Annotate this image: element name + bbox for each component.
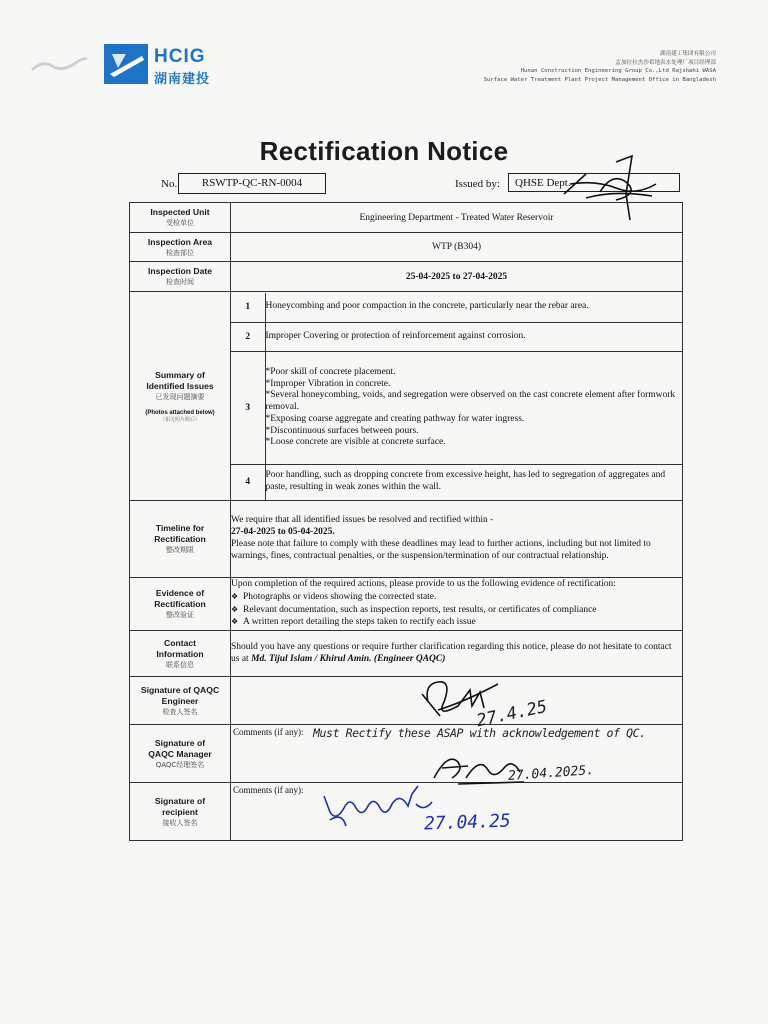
- evidence-item: [231, 591, 682, 604]
- label-en: Evidence of: [155, 588, 205, 598]
- issue-text: Honeycombing and poor compaction in the concrete, particularly near the rebar area.: [265, 293, 682, 323]
- label-cn: 检查人签名: [162, 707, 198, 716]
- issue-number: 2: [231, 323, 265, 352]
- issue-number: 1: [231, 293, 265, 323]
- summary-label: [130, 292, 231, 501]
- evidence-item: [231, 604, 682, 617]
- notice-table: [129, 202, 683, 841]
- issue-text: Improper Covering or protection of reinforcement against corrosion.: [265, 323, 682, 352]
- label-en: Identified Issues: [146, 380, 214, 391]
- issue-line: *Exposing coarse aggregate and creating pathway for water ingress.: [265, 413, 525, 424]
- label-cn: 检查部位: [166, 248, 194, 257]
- issue-row: [231, 352, 682, 465]
- evidence-intro: Upon completion of the required actions, please provide to us the following evidence of rectification:: [231, 578, 616, 589]
- label-en: Contact: [164, 637, 196, 648]
- label-cn: 受检单位: [166, 219, 194, 227]
- contact-label: [130, 631, 231, 677]
- timeline-label: [130, 501, 231, 578]
- label-en: Engineer: [161, 695, 199, 706]
- evidence-text: [231, 578, 683, 631]
- issues-cell: [231, 292, 683, 501]
- label-en: Signature of: [154, 737, 206, 748]
- company-line: Hunan Construction Engineering Group Co.,Ltd Rajshahi WASA: [520, 68, 716, 75]
- label-en: Rectification: [154, 534, 206, 544]
- bullet-diamond-icon: ❖: [231, 617, 239, 627]
- document-title: Rectification Notice: [259, 136, 509, 166]
- issue-line: *Poor skill of concrete placement.: [265, 366, 396, 377]
- inspection-date-label: [130, 262, 231, 292]
- photos-note-cn: （相关照片附后）: [159, 416, 200, 423]
- label-en: Inspection Area: [147, 236, 213, 247]
- inspection-date-value: 25-04-2025 to 27-04-2025: [231, 262, 683, 292]
- paper-scuff-mark: [30, 56, 88, 76]
- issue-line: *Improper Vibration in concrete.: [265, 378, 391, 389]
- label-en: Timeline for: [155, 523, 205, 533]
- issues-table: [231, 293, 682, 500]
- engineer-signature-date: 27.4.25: [474, 696, 549, 732]
- contact-names: Md. Tijul Islam / Khirul Amin. (Engineer QAQC): [251, 653, 446, 664]
- label-en: QAQC Manager: [148, 748, 212, 759]
- bullet-diamond-icon: ❖: [231, 604, 239, 614]
- manager-comment-handwritten: Must Rectify these ASAP with acknowledgement of QC.: [313, 726, 646, 740]
- label-cn: 已发现问题摘要: [155, 392, 205, 401]
- photos-note: (Photos attached below): [145, 409, 215, 416]
- evidence-item-text: A written report detailing the steps taken to rectify each issue: [243, 617, 476, 628]
- evidence-item-text: Photographs or videos showing the corrected state.: [243, 591, 437, 602]
- label-en: Inspection Date: [148, 266, 212, 276]
- issued-by-field: QHSE Dept.: [508, 173, 680, 192]
- label-en: Signature of QAQC: [140, 684, 220, 695]
- issue-line: *Loose concrete are visible at concrete surface.: [265, 437, 446, 448]
- company-line: Surface Water Treatment Plant Project Management Office in Bangladesh: [483, 76, 716, 83]
- logo-cn-text: 湖南建投: [154, 72, 211, 87]
- timeline-line: We require that all identified issues be resolved and rectified within -: [231, 515, 494, 526]
- notice-number-label: No.: [161, 178, 178, 190]
- contact-text: [231, 631, 683, 677]
- engineer-signature-label: [130, 677, 231, 725]
- label-cn: 检查时间: [166, 278, 194, 286]
- label-cn: QAQC经理签名: [155, 760, 205, 769]
- timeline-warning: Please note that failure to comply with these deadlines may lead to further actions, including but not limited to warnings, fines, contractual penalties, or the suspension/termination of our contractual relationship.: [231, 539, 651, 561]
- issue-text: [265, 352, 682, 465]
- timeline-deadline: 27-04-2025 to 05-04-2025.: [231, 527, 335, 538]
- recipient-signature-date: 27.04.25: [423, 810, 512, 835]
- company-line: 孟加拉拉杰沙希地表水处理厂项目经理部: [615, 59, 716, 66]
- company-logo: [104, 44, 224, 86]
- contact-sentence: Should you have any questions or require further clarification regarding this notice, please do not hesitate to contact us at: [231, 641, 672, 664]
- company-line: 湖南建工集团有限公司: [660, 51, 716, 57]
- label-cn: 整改验证: [166, 611, 194, 619]
- issue-line: *Several honeycombing, voids, and segregation were observed on the cast concrete element after formwork removal.: [265, 390, 676, 413]
- label-en: Summary of: [155, 369, 205, 380]
- issued-by-label: Issued by:: [455, 178, 500, 190]
- issue-text: Poor handling, such as dropping concrete from excessive height, has led to segregation of aggregates and paste, resulting in weak zones within the wall.: [265, 470, 666, 493]
- issue-row: [231, 465, 682, 500]
- notice-number-field: RSWTP-QC-RN-0004: [178, 173, 326, 194]
- inspection-area-label: [130, 233, 231, 262]
- label-en: Inspected Unit: [150, 207, 210, 217]
- comments-label: Comments (if any):: [233, 785, 304, 795]
- recipient-signature-label: [130, 783, 231, 841]
- logo-text: HCIG: [154, 46, 206, 67]
- inspection-area-value: WTP (B304): [231, 233, 683, 262]
- evidence-label: [130, 578, 231, 631]
- label-en: Information: [156, 648, 204, 659]
- inspected-unit-value: Engineering Department - Treated Water Reservoir: [231, 203, 683, 233]
- issue-row: [231, 293, 682, 323]
- evidence-item: [231, 616, 682, 629]
- manager-signature-label: [130, 725, 231, 783]
- inspected-unit-label: [130, 203, 231, 233]
- issue-line: *Discontinuous surfaces between pours.: [265, 425, 419, 436]
- issue-row: [231, 323, 682, 352]
- label-en: Rectification: [154, 599, 206, 609]
- timeline-text: [231, 501, 683, 578]
- label-cn: 联系信息: [166, 660, 194, 669]
- issue-number: 3: [231, 352, 265, 465]
- issue-number: 4: [231, 465, 265, 500]
- label-en: recipient: [162, 806, 198, 817]
- manager-signature-date: 27.04.2025.: [507, 763, 595, 784]
- label-cn: 整改期限: [166, 546, 194, 554]
- evidence-item-text: Relevant documentation, such as inspection reports, test results, or certificates of compliance: [243, 604, 597, 615]
- comments-label: Comments (if any):: [233, 727, 304, 737]
- bullet-diamond-icon: ❖: [231, 591, 239, 601]
- hcig-logo-icon: [104, 44, 148, 84]
- company-address-block: [484, 50, 716, 84]
- label-en: Signature of: [154, 795, 206, 806]
- label-cn: 接收人签名: [162, 818, 198, 827]
